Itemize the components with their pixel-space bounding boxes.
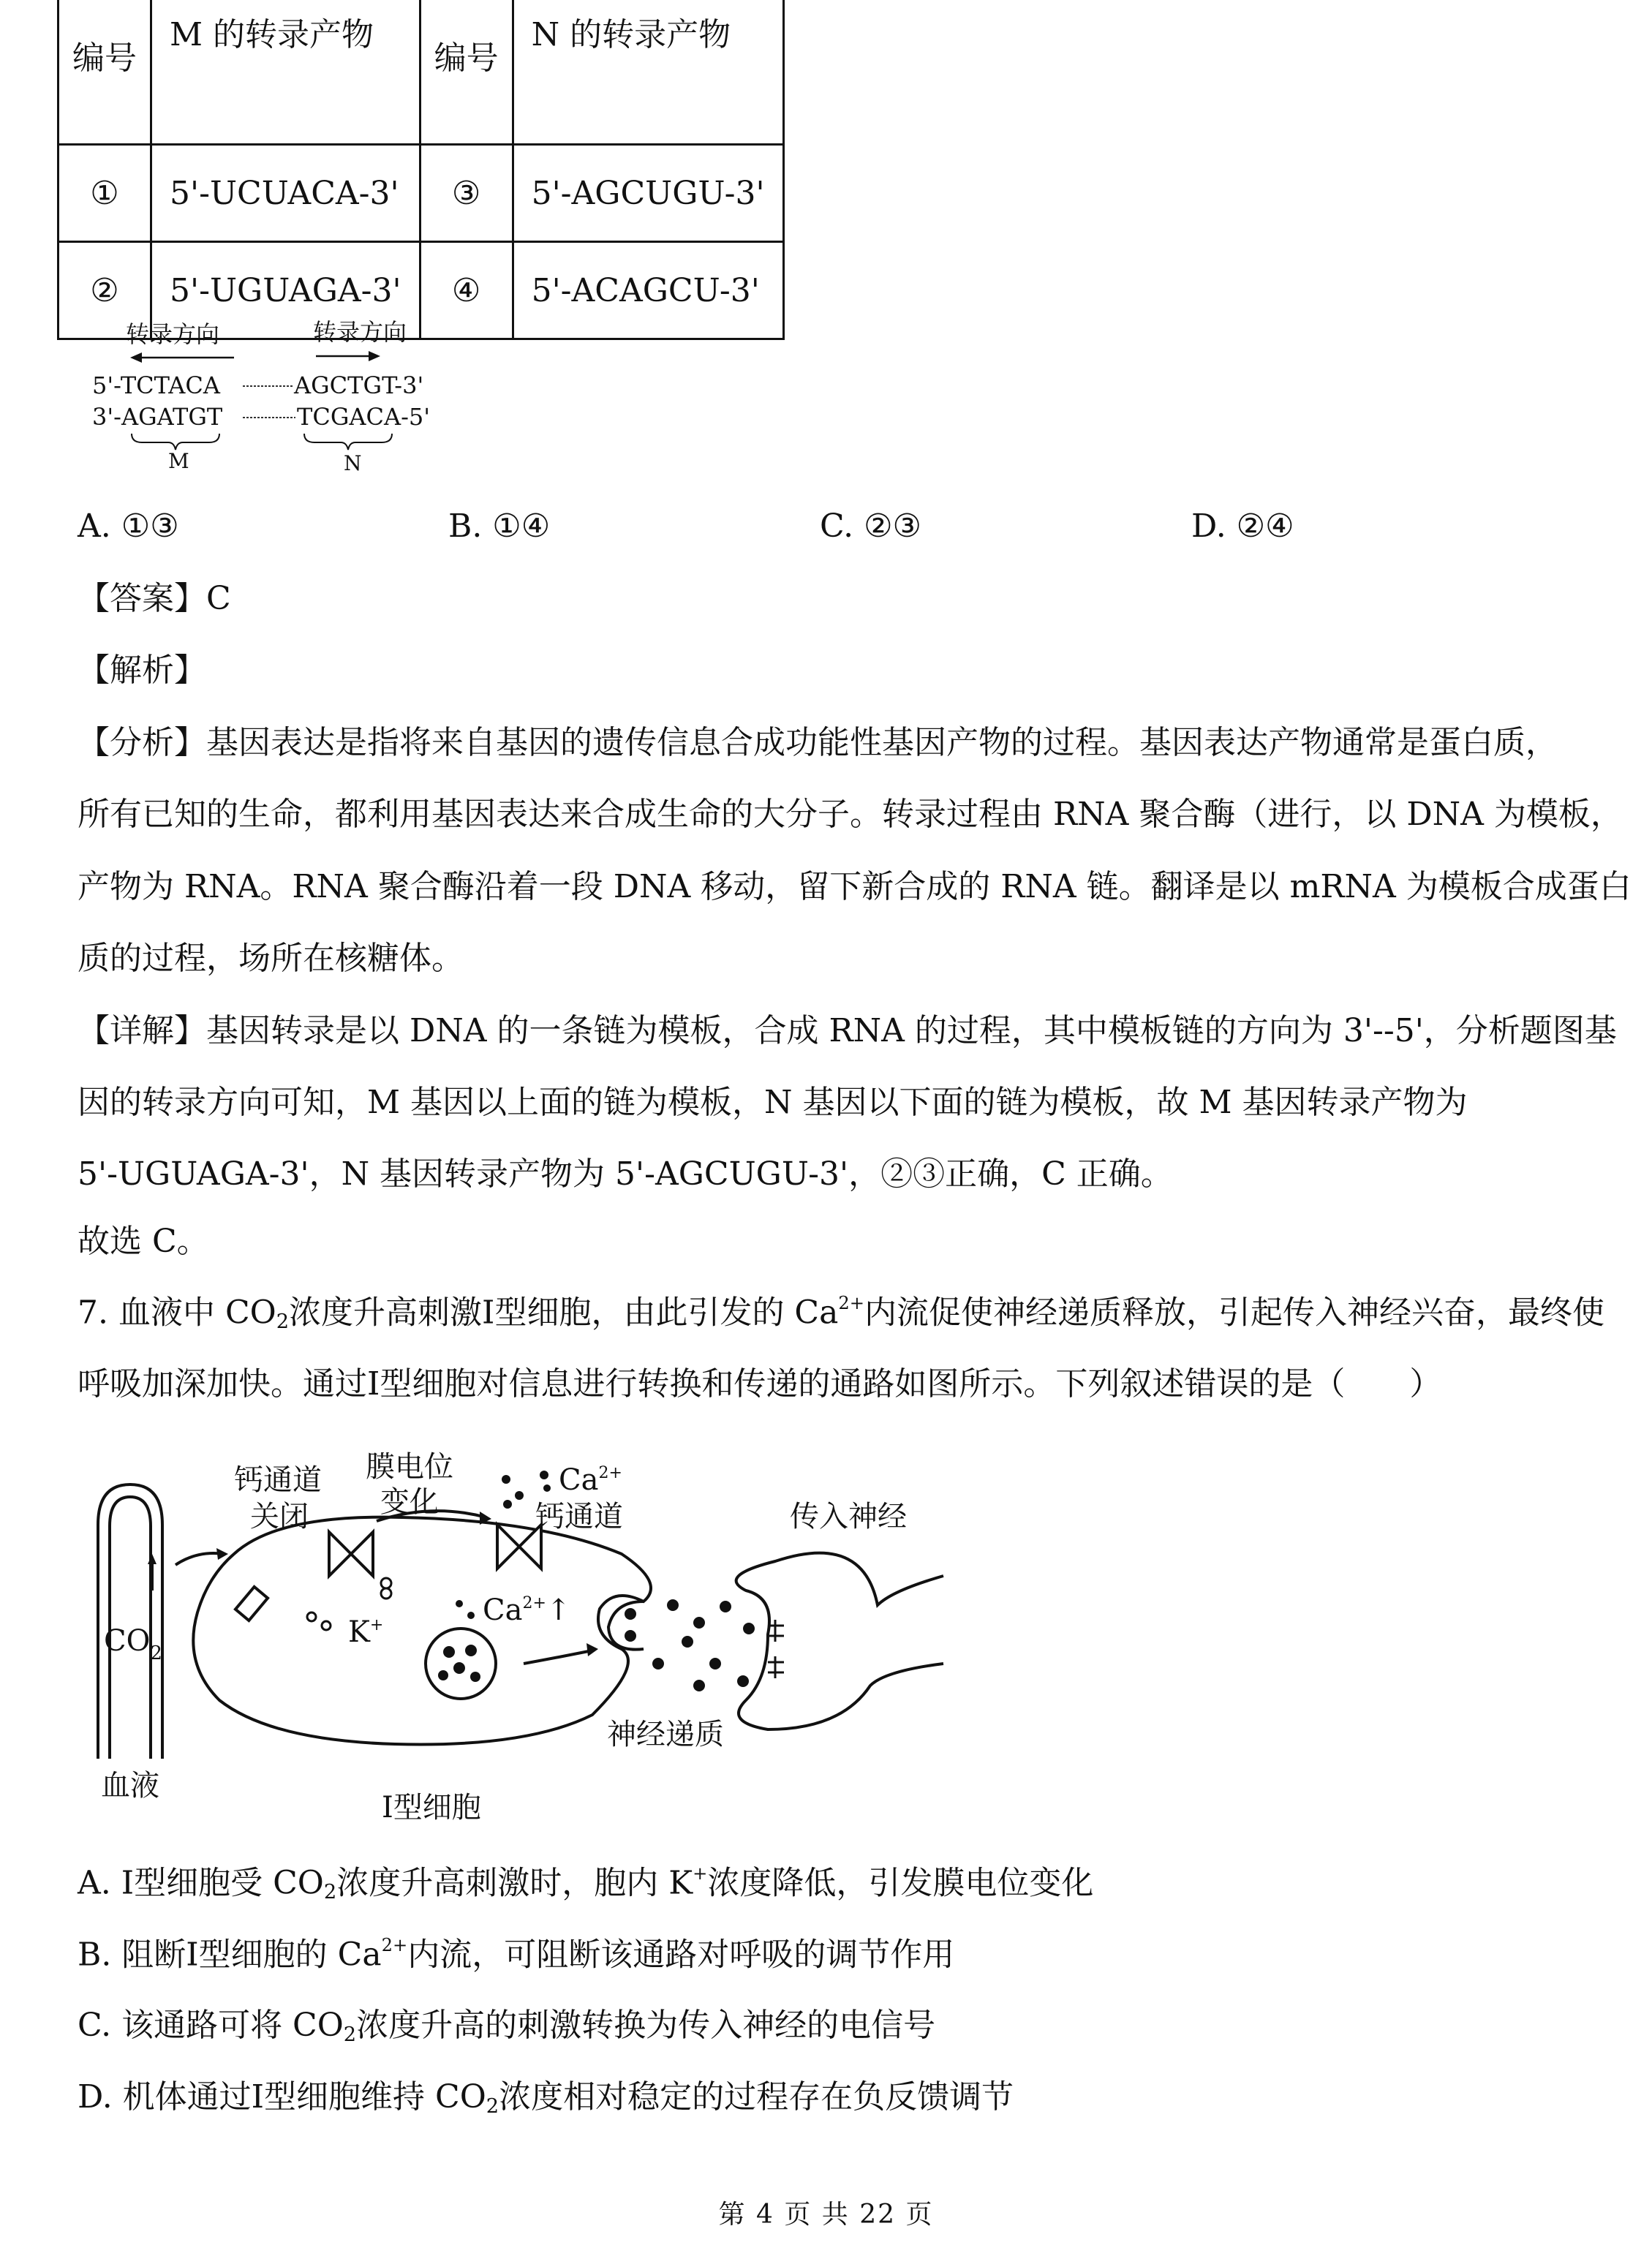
neurotransmitter-dot xyxy=(693,1680,705,1691)
k-ion-icon xyxy=(307,1612,316,1621)
type-i-cell-figure xyxy=(88,1444,965,1839)
neurotransmitter-dot xyxy=(453,1662,465,1674)
subscript: 2 xyxy=(486,2094,499,2118)
arrowhead-icon xyxy=(148,1554,156,1564)
gene-n-label: N xyxy=(344,451,362,475)
row-num: ② xyxy=(59,242,151,339)
detail-line-1: 【详解】基因转录是以 DNA 的一条链为模板，合成 RNA 的过程，其中模板链的方向为 3'--5'，分析题图基 xyxy=(78,1012,1617,1049)
analysis-line-2: 所有已知的生命，都利用基因表达来合成生命的大分子。转录过程由 RNA 聚合酶（进行，以 DNA 为模板， xyxy=(78,796,1623,833)
answer-label: 【答案】 xyxy=(78,580,206,617)
receptor-icon xyxy=(768,1656,784,1678)
answer-value: C xyxy=(206,580,231,617)
arrowhead-icon xyxy=(587,1643,598,1656)
co2-arrow-icon xyxy=(176,1553,224,1565)
neurotransmitter-dot xyxy=(438,1670,448,1680)
header-m-product: M 的转录产物 xyxy=(151,0,420,145)
ca-ion-dot xyxy=(543,1484,551,1492)
subscript: 2 xyxy=(323,1881,337,1904)
table-cell: 5'-UGUAGA-3' xyxy=(151,242,420,339)
neurotransmitter-dot xyxy=(667,1599,679,1611)
page-footer: 第 4 页 共 22 页 xyxy=(718,2200,934,2230)
neurotransmitter-dot xyxy=(737,1675,749,1687)
cell-figure-svg xyxy=(88,1444,965,1839)
q6-option-b: B. ①④ xyxy=(448,508,551,545)
q7-stem-line-2: 呼吸加深加快。通过I型细胞对信息进行转换和传递的通路如图所示。下列叙述错误的是（ ） xyxy=(78,1365,1442,1403)
option-text: A. I型细胞受 CO xyxy=(78,1864,324,1902)
option-text: 浓度降低，引发膜电位变化 xyxy=(707,1864,1094,1902)
option-text: 内流，可阻断该通路对呼吸的调节作用 xyxy=(407,1936,955,1974)
ca-ion-dot xyxy=(456,1600,463,1607)
gene-m-label: M xyxy=(168,449,189,473)
strand-bottom-left: 3'-AGATGT xyxy=(92,403,223,431)
table-cell: 5'-AGCUGU-3' xyxy=(513,145,783,242)
direction-label-left: 转录方向 xyxy=(126,320,220,348)
blood-vessel-icon xyxy=(98,1484,162,1759)
superscript: 2+ xyxy=(838,1293,864,1313)
ca-ion-dot xyxy=(540,1471,548,1479)
vesicle-arrow-icon xyxy=(524,1650,592,1664)
analysis-line-3: 产物为 RNA。RNA 聚合酶沿着一段 DNA 移动，留下新合成的 RNA 链。翻译是以 mRNA 为模板合成蛋白 xyxy=(78,868,1632,905)
q7-option-a xyxy=(78,1863,1093,1905)
type-i-cell-membrane-icon xyxy=(193,1517,651,1745)
label-blood: 血液 xyxy=(101,1769,159,1803)
ca-channel-open-icon xyxy=(497,1525,541,1569)
ca-ion-dot xyxy=(502,1475,510,1484)
option-text: B. 阻断I型细胞的 Ca xyxy=(78,1936,382,1974)
brace-m-icon xyxy=(132,434,219,450)
analysis-title: 【解析】 xyxy=(78,652,206,689)
brace-n-icon xyxy=(304,434,392,450)
q7-option-c xyxy=(78,2007,935,2048)
neurotransmitter-dot xyxy=(720,1601,731,1612)
strand-top-left: 5'-TCTACA xyxy=(92,371,220,399)
q7-text: 内流促使神经递质释放，引起传入神经兴奋，最终使 xyxy=(864,1294,1604,1332)
ca-ion-dot xyxy=(503,1500,512,1509)
q7-option-b xyxy=(78,1935,954,1974)
arrow-left-head-icon xyxy=(130,352,142,363)
neurotransmitter-dot xyxy=(743,1623,755,1634)
table-cell: 5'-ACAGCU-3' xyxy=(513,242,783,339)
neurotransmitter-dot xyxy=(682,1636,693,1648)
k-ion-icon xyxy=(322,1621,331,1630)
label-membrane-2: 变化 xyxy=(380,1485,439,1519)
ca-channel-closed-sensor-icon xyxy=(235,1587,268,1620)
detail-line-2: 因的转录方向可知，M 基因以上面的链为模板，N 基因以下面的链为模板，故 M 基因转录产物为 xyxy=(78,1084,1468,1121)
strand-top-right: AGCTGT-3' xyxy=(294,371,424,399)
arrow-right-head-icon xyxy=(369,351,380,361)
neurotransmitter-dot xyxy=(625,1630,636,1642)
ca-ion-dot xyxy=(467,1612,475,1619)
option-text: 浓度升高刺激时，胞内 K xyxy=(336,1864,693,1902)
label-ca-channel-closed-1: 钙通道 xyxy=(234,1463,322,1497)
q7-text: 浓度升高刺激I型细胞，由此引发的 Ca xyxy=(289,1294,839,1332)
analysis-line-1: 【分析】基因表达是指将来自基因的遗传信息合成功能性基因产物的过程。基因表达产物通常是蛋白质， xyxy=(78,724,1558,761)
direction-label-right: 转录方向 xyxy=(313,318,407,346)
detail-line-3: 5'-UGUAGA-3'，N 基因转录产物为 5'-AGCUGU-3'，②③正确，C 正确。 xyxy=(78,1155,1173,1193)
q7-option-d xyxy=(78,2078,1014,2119)
label-co2: $CO_2$ xyxy=(104,1624,162,1664)
neurotransmitter-dot xyxy=(470,1672,480,1682)
option-text: 浓度升高的刺激转换为传入神经的电信号 xyxy=(356,2007,936,2044)
label-ca-channel-closed-2: 关闭 xyxy=(250,1500,309,1533)
arrowhead-icon xyxy=(216,1548,228,1560)
dna-figure-svg xyxy=(88,311,468,486)
neurotransmitter-dot xyxy=(443,1646,455,1658)
row-num: ④ xyxy=(420,242,513,339)
detail-line-4: 故选 C。 xyxy=(78,1223,209,1260)
dna-transcription-figure xyxy=(88,311,468,486)
label-ca-top: $Ca^{2+}$ xyxy=(559,1463,622,1497)
table-row xyxy=(59,145,784,242)
option-text: C. 该通路可将 CO xyxy=(78,2007,344,2044)
transcript-table xyxy=(57,0,785,340)
neurotransmitter-dot xyxy=(625,1608,636,1620)
row-num: ③ xyxy=(420,145,513,242)
neurotransmitter-dot xyxy=(465,1645,477,1656)
option-text: D. 机体通过I型细胞维持 CO xyxy=(78,2078,486,2116)
neurotransmitter-dot xyxy=(693,1617,705,1629)
table-header-row xyxy=(59,0,784,145)
label-neurotransmitter: 神经递质 xyxy=(607,1718,724,1751)
row-num: ① xyxy=(59,145,151,242)
ca-ion-dot xyxy=(515,1491,524,1500)
label-afferent-nerve: 传入神经 xyxy=(790,1500,907,1533)
exocytosis-icon xyxy=(608,1601,644,1650)
q6-option-c: C. ②③ xyxy=(820,508,921,545)
label-ca-channel-open: 钙通道 xyxy=(535,1500,623,1533)
analysis-line-4: 质的过程，场所在核糖体。 xyxy=(78,940,464,977)
neurotransmitter-dot xyxy=(709,1658,721,1669)
k-ion-icon xyxy=(381,1578,391,1588)
afferent-nerve-icon xyxy=(736,1553,943,1729)
k-ion-icon xyxy=(381,1588,391,1599)
superscript: 2+ xyxy=(381,1935,408,1955)
label-type-i-cell: I型细胞 xyxy=(382,1791,481,1825)
header-n-product: N 的转录产物 xyxy=(513,0,783,145)
answer-line xyxy=(78,580,231,619)
q7-stem-line-1 xyxy=(78,1293,1604,1335)
q6-option-d: D. ②④ xyxy=(1191,508,1294,545)
label-k-ion: K+ xyxy=(348,1615,384,1649)
subscript: 2 xyxy=(276,1310,290,1334)
subscript: 2 xyxy=(343,2023,357,2046)
neurotransmitter-dot xyxy=(652,1658,664,1669)
superscript: + xyxy=(693,1863,708,1884)
header-num-left: 编号 xyxy=(59,0,151,145)
header-num-right: 编号 xyxy=(420,0,513,145)
label-ca-influx: $Ca^{2+}↑$ xyxy=(483,1593,571,1627)
table-cell: 5'-UCUACA-3' xyxy=(151,145,420,242)
strand-bottom-right: TCGACA-5' xyxy=(297,403,431,431)
q6-option-a: A. ①③ xyxy=(78,508,179,545)
label-membrane-1: 膜电位 xyxy=(366,1450,453,1484)
k-channel-icon xyxy=(329,1532,373,1576)
option-text: 浓度相对稳定的过程存在负反馈调节 xyxy=(499,2078,1014,2116)
q7-text: 7. 血液中 CO xyxy=(78,1294,276,1332)
